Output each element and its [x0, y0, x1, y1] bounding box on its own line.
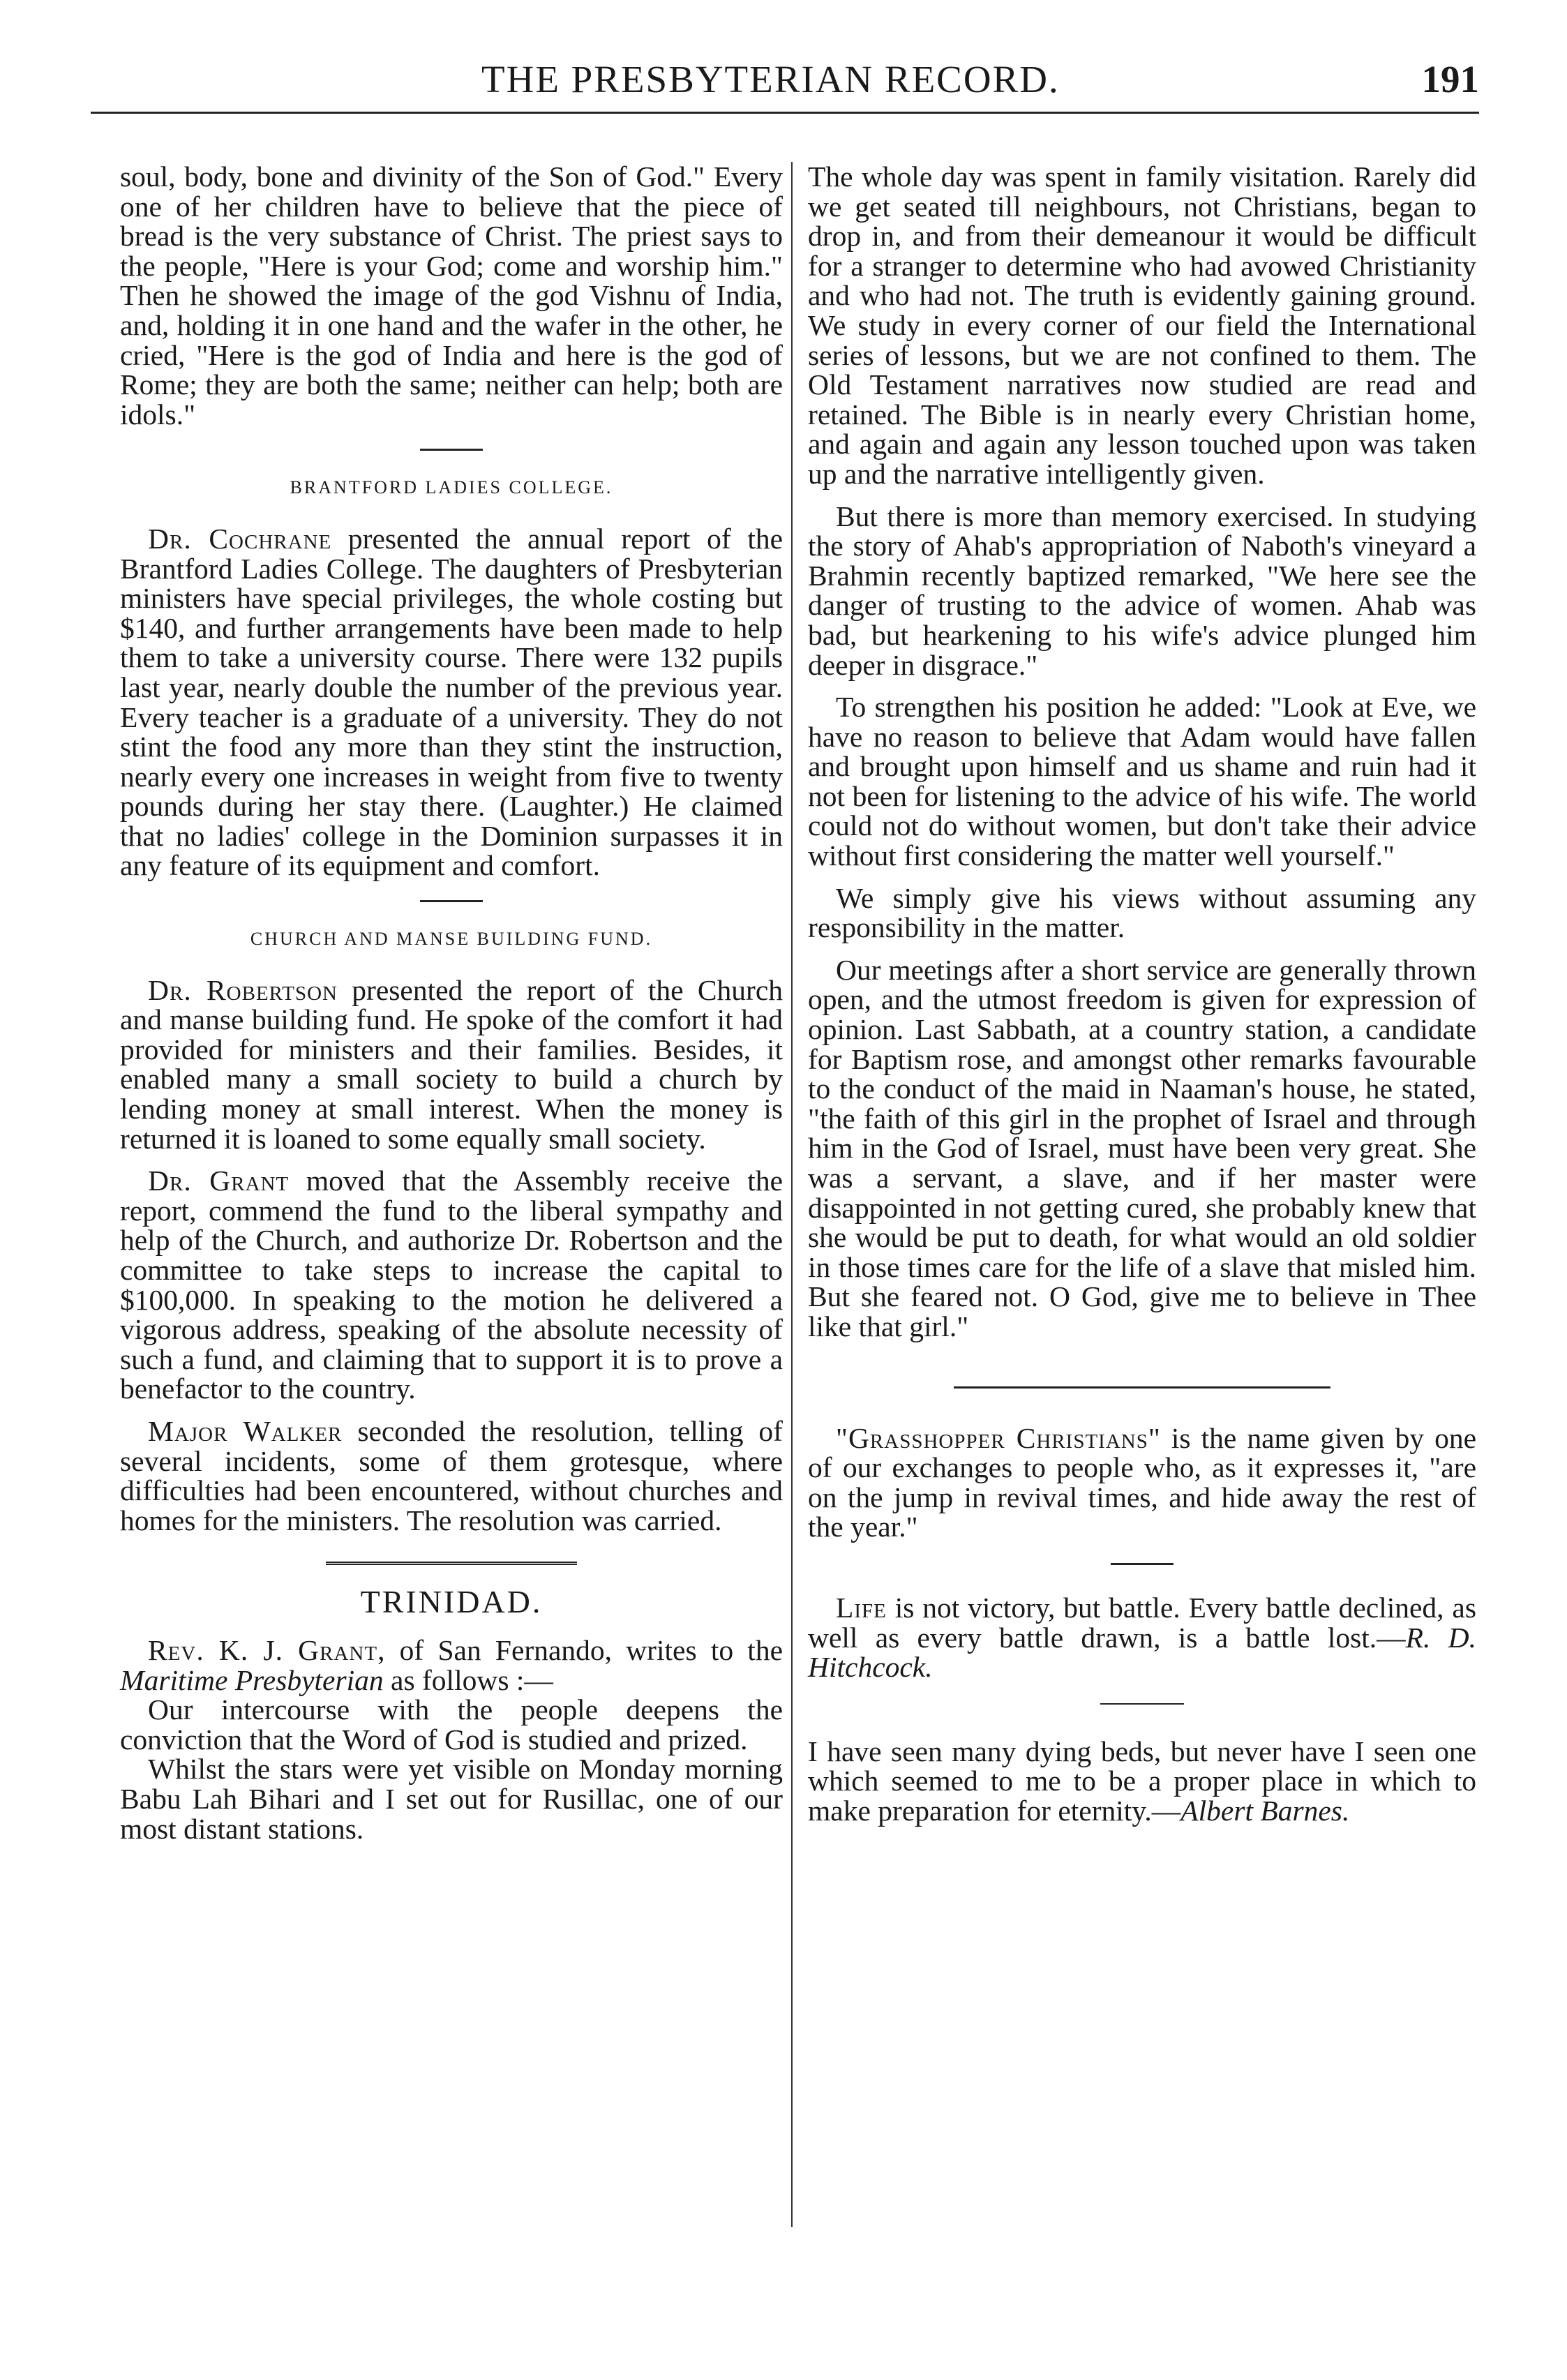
trinidad-paragraph-2: Whilst the stars were yet visible on Monday morning Babu Lah Bihari and I set out for Rusillac, one of our most distant stations. — [120, 1753, 783, 1845]
trinidad-paragraph-1: Our intercourse with the people deepens the conviction that the Word of God is studied and prized. — [120, 1693, 783, 1756]
double-divider — [326, 1562, 577, 1569]
left-column — [120, 162, 783, 1843]
paragraph-text: moved that the Assembly receive the report, commend the fund to the liberal sympathy and help of the Church, and authorize Dr. Robertson and the committee to take steps to increase the capital to $100,000. In speaking to the motion he delivered a vigorous address, speaking of the absolute necessity of such a fund, and claiming that to support it is to prove a benefactor to the country. — [120, 1165, 783, 1405]
intro-text: of San Fernando, writes to the — [399, 1633, 783, 1666]
speaker-name: Dr. Robertson — [148, 973, 338, 1006]
brantford-heading: BRANTFORD LADIES COLLEGE. — [290, 477, 613, 498]
page-number: 191 — [1421, 58, 1479, 100]
church-fund-paragraph — [120, 975, 783, 1154]
paragraph-text: presented the annual report of the Brantford Ladies College. The daughters of Presbyterian ministers have special privileges, the whole costing but $140, and further arrangements have been made to help them to take a university course. There were 132 pupils last year, nearly double the number of the previous year. Every teacher is a graduate of a university. They do not stint the food any more than they stint the instruction, nearly every one increases in weight from five to twenty pounds during her stay there. (Laughter.) He claimed that no ladies' college in the Dominion surpasses it in any feature of its equipment and comfort. — [120, 522, 784, 882]
quote-text: is not victory, but battle. Every battle declined, as well as every battle drawn, is a battle lost.— — [808, 1591, 1476, 1654]
author-name: Rev. K. J. Grant, — [148, 1633, 386, 1666]
paragraph-text: presented the report of the Church and manse building fund. He spoke of the comfort it had provided for ministers and their families. Besides, it enabled many a small society to build a church by lending money at small interest. When the money is returned it is loaned to some equally small society. — [120, 973, 783, 1155]
views-paragraph: We simply give his views without assuming any responsibility in the matter. — [808, 881, 1476, 944]
meetings-paragraph: Our meetings after a short service are generally thrown open, and the utmost freedom is given for expression of opinion. Last Sabbath, at a country station, a candidate for Baptism rose, and amongst other remarks favourable to the conduct of the maid in Naaman's house, he stated, "the faith of this girl in the prophet of Israel and through him in the God of Israel, must have been very great. She was a servant, a slave, and if her master were disappointed in not getting cured, she probably knew that she would be put to death, for what would an old soldier in those times care for the life of a slave that misled him. But she feared not. O God, give me to believe in Thee like that girl." — [808, 953, 1476, 1342]
grasshopper-paragraph — [808, 1423, 1476, 1542]
speaker-name: Dr. Cochrane — [148, 522, 332, 555]
quote-text: I have seen many dying beds, but never have I seen one which seemed to me to be a proper place in which to make preparation for eternity.— — [808, 1735, 1476, 1827]
quote-author: Albert Barnes. — [1180, 1794, 1350, 1827]
section-divider — [420, 449, 483, 451]
paragraph-text: is the name given by one of our exchanges to people who, as it expresses it, "are on the jump in revival times, and hide away the rest of the year." — [808, 1421, 1477, 1543]
column-divider — [791, 162, 793, 2227]
intro-paragraph: soul, body, bone and divinity of the Son of God." Every one of her children have to believe that the piece of bread is the very substance of Christ. The priest says to the people, "Here is your God; come and worship him." Then he showed the image of the god Vishnu of India, and, holding it in one hand and the wafer in the other, he cried, "Here is the god of India and here is the god of Rome; they are both the same; neither can help; both are idols." — [120, 160, 783, 431]
speaker-name: Dr. Grant — [148, 1165, 290, 1197]
section-divider — [1111, 1563, 1174, 1565]
trinidad-intro — [120, 1633, 783, 1696]
life-quote — [808, 1593, 1476, 1682]
trinidad-heading: TRINIDAD. — [360, 1584, 543, 1620]
section-divider — [420, 900, 483, 902]
eve-paragraph: To strengthen his position he added: "Look at Eve, we have no reason to believe that Adam would have fallen and brought upon himself and us shame and ruin had it not been for listening to the advice of his wife. The world could not do without women, but don't take their advice without first considering the matter well yourself." — [808, 691, 1476, 872]
memory-paragraph: But there is more than memory exercised. In studying the story of Ahab's appropriation of Naboth's vineyard a Brahmin recently baptized remarked, "We here see the danger of trusting to the advice of women. Ahab was bad, but hearkening to his wife's advice plunged him deeper in disgrace." — [808, 500, 1476, 681]
speaker-name: Major Walker — [148, 1414, 343, 1447]
section-divider — [1100, 1703, 1184, 1705]
quote-author: R. D. Hitchcock. — [808, 1621, 1476, 1684]
running-header — [91, 49, 1479, 114]
paragraph-text: seconded the resolution, telling of several incidents, some of them grotesque, where difficulties had been encountered, without churches and homes for the ministers. The resolution was carried. — [120, 1414, 784, 1536]
periodical-name: Maritime Presbyterian — [120, 1663, 384, 1696]
walker-paragraph — [120, 1416, 783, 1535]
lead-phrase: "Grasshopper Christians" — [836, 1421, 1161, 1454]
grant-paragraph — [120, 1166, 783, 1404]
publication-title: THE PRESBYTERIAN RECORD. — [481, 58, 1060, 100]
visitation-paragraph: The whole day was spent in family visitation. Rarely did we get seated till neighbours, not Christians, began to drop in, and from their demeanour it would be difficult for a stranger to determine who had avowed Christianity and who had not. The truth is evidently gaining ground. We study in every corner of our field the International series of lessons, but we are not confined to them. The Old Testament narratives now studied are read and retained. The Bible is in nearly every Christian home, and again and again any lesson touched upon was taken up and the narrative intelligently given. — [808, 160, 1476, 490]
church-fund-heading: CHURCH AND MANSE BUILDING FUND. — [250, 929, 653, 950]
dying-beds-quote — [808, 1737, 1476, 1826]
right-column — [808, 162, 1476, 1826]
brantford-paragraph — [120, 524, 783, 881]
intro-tail: as follows :— — [391, 1663, 553, 1696]
lead-word: Life — [836, 1591, 887, 1624]
section-divider — [954, 1386, 1330, 1389]
